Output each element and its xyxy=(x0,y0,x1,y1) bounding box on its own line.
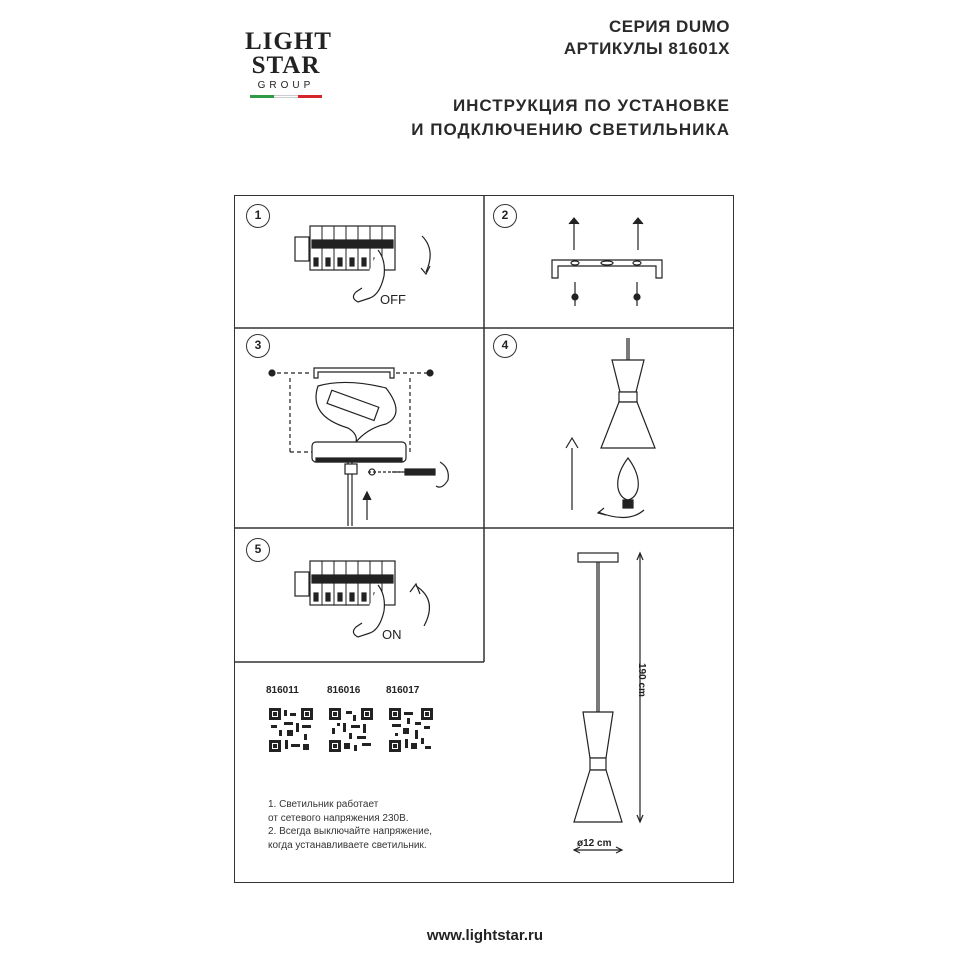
mounting-bracket xyxy=(552,218,662,306)
bulb-insertion-diagram xyxy=(566,338,655,518)
website-url[interactable]: www.lightstar.ru xyxy=(426,927,544,944)
diameter-dimension: ø12 cm xyxy=(577,838,612,849)
model-number-2: 816016 xyxy=(327,685,361,696)
model-number-3: 816017 xyxy=(386,685,420,696)
step-4-badge: 4 xyxy=(493,334,517,358)
step-1-badge: 1 xyxy=(246,204,270,228)
note-line-2: от сетевого напряжения 230В. xyxy=(268,812,409,824)
step-3-badge: 3 xyxy=(246,334,270,358)
qr-code-816011 xyxy=(269,708,313,752)
breaker-panel-on xyxy=(295,561,429,637)
title-line-2: И ПОДКЛЮЧЕНИЮ СВЕТИЛЬНИКА xyxy=(411,120,730,139)
note-line-1: 1. Светильник работает xyxy=(268,799,379,810)
note-line-3: 2. Всегда выключайте напряжение, xyxy=(268,826,433,837)
off-label: OFF xyxy=(380,292,406,307)
on-label: ON xyxy=(382,627,402,642)
title-line-1: ИНСТРУКЦИЯ ПО УСТАНОВКЕ xyxy=(452,96,730,115)
note-line-4: когда устанавливаете светильник. xyxy=(268,839,427,851)
canopy-wiring-diagram xyxy=(269,368,448,526)
rotate-arrow-up-icon xyxy=(416,586,429,626)
article-numbers: АРТИКУЛЫ 81601X xyxy=(563,39,730,58)
qr-code-816017 xyxy=(389,708,433,752)
series-name: СЕРИЯ DUMO xyxy=(608,17,730,36)
pendant-lamp-dimensions xyxy=(574,553,643,853)
rotate-arrow-icon xyxy=(422,236,430,272)
breaker-panel-off xyxy=(295,226,430,302)
logo-line-3: GROUP xyxy=(257,80,315,91)
safety-notes xyxy=(268,798,432,852)
qr-code-816016 xyxy=(329,708,373,752)
logo-line-1: LIGHT xyxy=(245,28,332,55)
height-dimension: 190 cm xyxy=(636,663,647,697)
logo-line-2: STAR xyxy=(251,52,321,79)
step-2-badge: 2 xyxy=(493,204,517,228)
model-number-1: 816011 xyxy=(266,685,299,696)
qr-codes xyxy=(269,708,433,752)
step-5-badge: 5 xyxy=(246,538,270,562)
